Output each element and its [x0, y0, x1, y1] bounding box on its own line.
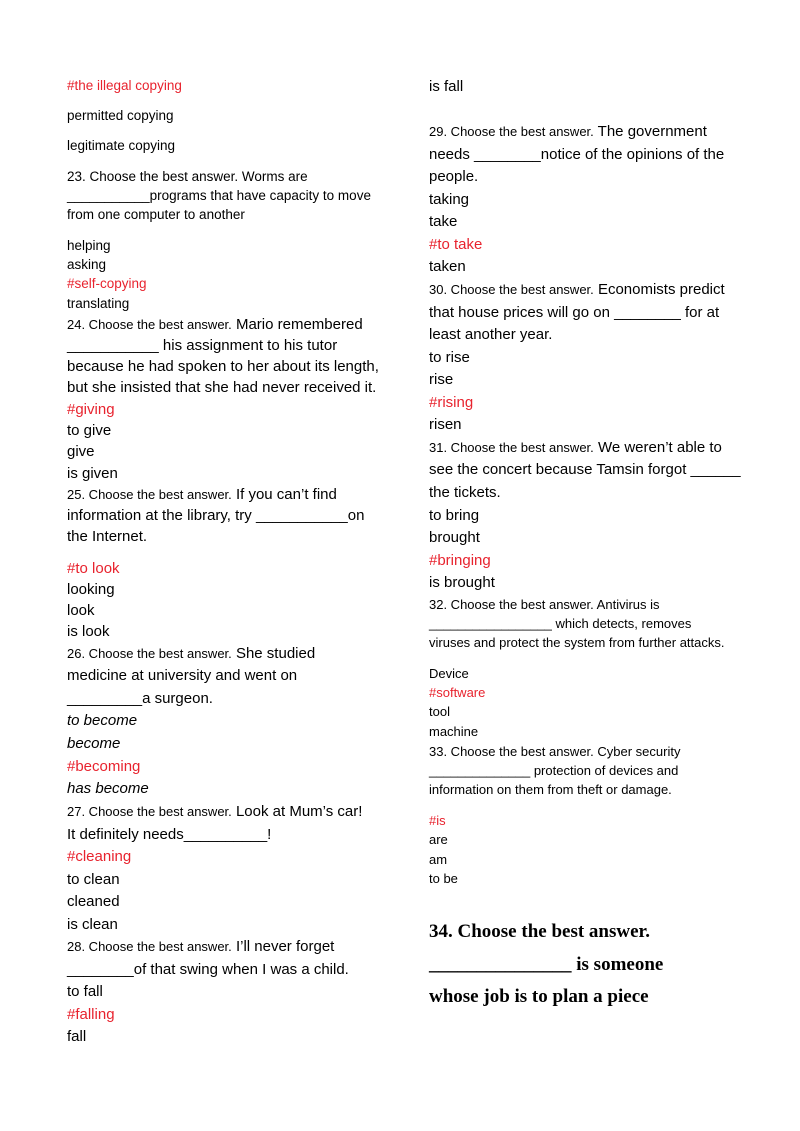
- q28-option-4: is fall: [429, 78, 464, 95]
- q28-prefix: 28. Choose the best answer.: [67, 939, 232, 954]
- q27-stem: Look at Mum’s car!: [231, 803, 363, 820]
- q24-prefix: 24. Choose the best answer.: [67, 317, 232, 332]
- q30-option-4: risen: [429, 416, 462, 433]
- q32-line3: viruses and protect the system from further attacks.: [429, 635, 725, 650]
- q33-prefix: 33. Choose the best answer.: [429, 744, 594, 759]
- option-the-illegal-copying: #the illegal copying: [67, 78, 182, 93]
- q26-line2: medicine at university and went on: [67, 667, 298, 684]
- q31-stem: We weren’t able to: [593, 439, 722, 456]
- q24-line2: ___________ his assignment to his tutor: [67, 337, 338, 354]
- q30-option-3-answer: #rising: [429, 394, 474, 411]
- q29-option-2: take: [429, 213, 458, 230]
- q28-option-1: to fall: [67, 983, 103, 1000]
- q25-option-3: look: [67, 602, 95, 619]
- q25-line2: information at the library, try ___________on: [67, 507, 365, 524]
- q23-line1: [67, 169, 308, 185]
- q28-line1: [67, 938, 334, 956]
- option-legitimate-copying: legitimate copying: [67, 138, 176, 153]
- q27-line1: [67, 803, 362, 821]
- q24-stem: Mario remembered: [231, 316, 363, 333]
- q30-line2: that house prices will go on ________ for at: [429, 304, 720, 321]
- q33-stem: Cyber security: [593, 744, 681, 759]
- q31-prefix: 31. Choose the best answer.: [429, 440, 594, 455]
- q27-option-1-answer: #cleaning: [67, 848, 132, 865]
- q25-line1: [67, 486, 337, 504]
- q24-line4: but she insisted that she had never received it.: [67, 379, 377, 396]
- q25-option-1-answer: #to look: [67, 560, 120, 577]
- q25-prefix: 25. Choose the best answer.: [67, 487, 232, 502]
- q29-line2: needs ________notice of the opinions of the: [429, 146, 725, 163]
- q25-option-4: is look: [67, 623, 110, 640]
- q32-line2: _________________ which detects, removes: [429, 616, 692, 631]
- q30-stem: Economists predict: [593, 281, 725, 298]
- q32-option-2-answer: #software: [429, 685, 486, 700]
- q32-prefix: 32. Choose the best answer.: [429, 597, 594, 612]
- q33-option-1-answer: #is: [429, 813, 446, 828]
- q25-option-2: looking: [67, 581, 115, 598]
- q24-option-3: give: [67, 443, 95, 460]
- q23-stem: Worms are: [238, 169, 308, 184]
- q31-option-1: to bring: [429, 507, 480, 524]
- q30-prefix: 30. Choose the best answer.: [429, 282, 594, 297]
- q31-option-3-answer: #bringing: [429, 552, 491, 569]
- q26-option-3-answer: #becoming: [67, 758, 141, 775]
- q26-prefix: 26. Choose the best answer.: [67, 646, 232, 661]
- q23-option-1: helping: [67, 238, 111, 253]
- q25-stem: If you can’t find: [231, 486, 337, 503]
- q34-line2: _______________ is someone: [429, 954, 664, 975]
- q34-line1: 34. Choose the best answer.: [429, 921, 650, 942]
- q31-line2: see the concert because Tamsin forgot ______: [429, 461, 741, 478]
- q28-option-3: fall: [67, 1028, 87, 1045]
- q30-line3: least another year.: [429, 326, 553, 343]
- q24-option-2: to give: [67, 422, 112, 439]
- q29-option-1: taking: [429, 191, 470, 208]
- q33-line2: ______________ protection of devices and: [429, 763, 679, 778]
- q27-option-3: cleaned: [67, 893, 120, 910]
- q32-option-4: machine: [429, 724, 479, 739]
- q31-option-2: brought: [429, 529, 480, 546]
- q31-line1: [429, 439, 722, 457]
- q27-prefix: 27. Choose the best answer.: [67, 804, 232, 819]
- q27-option-2: to clean: [67, 871, 120, 888]
- q23-option-4: translating: [67, 296, 130, 311]
- q33-option-2: are: [429, 832, 448, 847]
- q30-option-1: to rise: [429, 349, 470, 366]
- q29-line3: people.: [429, 168, 479, 185]
- q28-stem: I’ll never forget: [231, 938, 335, 955]
- q26-option-4: has become: [67, 780, 149, 797]
- q23-line2: ___________programs that have capacity to move: [67, 188, 371, 203]
- q32-stem: Antivirus is: [593, 597, 660, 612]
- q23-prefix: 23. Choose the best answer.: [67, 169, 239, 184]
- q31-line3: the tickets.: [429, 484, 501, 501]
- q27-line2: It definitely needs__________!: [67, 826, 272, 843]
- q24-option-4: is given: [67, 465, 118, 482]
- q26-stem: She studied: [231, 645, 316, 662]
- q26-option-1: to become: [67, 712, 138, 729]
- q29-line1: [429, 123, 707, 141]
- q33-line1: [429, 744, 680, 760]
- q31-option-4: is brought: [429, 574, 495, 591]
- q23-option-3-answer: #self-copying: [67, 276, 147, 291]
- q26-line1: [67, 645, 315, 663]
- q32-option-1: Device: [429, 666, 469, 681]
- q23-line3: from one computer to another: [67, 207, 245, 222]
- q29-stem: The government: [593, 123, 707, 140]
- q23-option-2: asking: [67, 257, 107, 272]
- q29-option-4: taken: [429, 258, 466, 275]
- q25-line3: the Internet.: [67, 528, 148, 545]
- option-permitted-copying: permitted copying: [67, 108, 174, 123]
- q30-option-2: rise: [429, 371, 454, 388]
- q33-line3: information on them from theft or damage.: [429, 782, 672, 797]
- q33-option-3: am: [429, 852, 448, 867]
- q24-line1: [67, 316, 363, 334]
- q34-line3: whose job is to plan a piece: [429, 986, 649, 1007]
- q33-option-4: to be: [429, 871, 458, 886]
- q26-line3: _________a surgeon.: [67, 690, 213, 707]
- q24-option-1-answer: #giving: [67, 401, 115, 418]
- q29-prefix: 29. Choose the best answer.: [429, 124, 594, 139]
- q24-line3: because he had spoken to her about its length,: [67, 358, 379, 375]
- q28-line2: ________of that swing when I was a child.: [67, 961, 349, 978]
- q30-line1: [429, 281, 725, 299]
- q29-option-3-answer: #to take: [429, 236, 483, 253]
- q26-option-2: become: [67, 735, 121, 752]
- q32-option-3: tool: [429, 704, 450, 719]
- q27-option-4: is clean: [67, 916, 118, 933]
- q28-option-2-answer: #falling: [67, 1006, 115, 1023]
- q32-line1: [429, 597, 660, 613]
